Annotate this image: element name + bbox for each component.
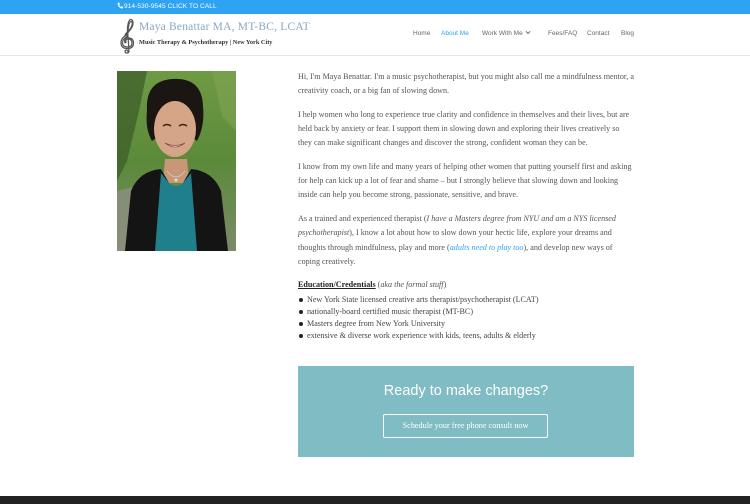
education-aside-open: ( [375, 280, 381, 290]
trained-paragraph [298, 212, 635, 269]
nav-about-me[interactable]: About Me [441, 30, 469, 37]
education-heading: Education/Credentials [298, 280, 376, 290]
logo-name: Maya Benattar MA, MT-BC, LCAT [139, 21, 310, 33]
list-item: New York State licensed creative arts therapist/psychotherapist (LCAT) [298, 294, 635, 306]
education-header [298, 278, 635, 292]
about-content [298, 70, 635, 342]
nav-work-with-me-label: Work With Me [482, 30, 523, 37]
education-section [298, 278, 635, 342]
intro-paragraph: Hi, I'm Maya Benattar. I'm a music psychotherapist, but you might also call me a mindfulness mentor, a creativity coach, or a big fan of slowing down. [298, 72, 634, 96]
trained-credentials: I have a Masters degree from NYU and am a NYS licensed psychotherapist [298, 214, 616, 238]
list-item: nationally-board certified music therapist (MT-BC) [298, 306, 635, 318]
nav-blog[interactable]: Blog [621, 30, 635, 37]
cta-box [298, 366, 634, 457]
nav-contact[interactable]: Contact [587, 30, 610, 37]
credentials-list [298, 294, 635, 343]
portrait-photo [117, 71, 236, 251]
education-aside-close: ) [443, 280, 447, 290]
schedule-consult-button[interactable]: Schedule your free phone consult now [383, 414, 548, 438]
list-item: Masters degree from New York University [298, 318, 635, 330]
phone-link[interactable] [117, 2, 217, 10]
chevron-down-icon [525, 30, 531, 35]
list-item: extensive & diverse work experience with kids, teens, adults & elderly [298, 330, 635, 342]
help-paragraph: I help women who long to experience true clarity and confidence in themselves and their lives, but are held back by anxiety or fear. I support them in slowing down and exploring their lives creatively so they can make significant changes and discover the strong, confident woman they can be. [298, 109, 630, 148]
logo-tagline: Music Therapy & Psychotherapy | New York City [139, 39, 273, 46]
trained-text-3: ), and develop new ways of coping creatively. [298, 242, 613, 266]
site-header [0, 14, 750, 56]
education-aside: aka the formal stuff [380, 280, 444, 290]
nav-home[interactable]: Home [413, 30, 431, 37]
nav-work-with-me[interactable] [482, 30, 531, 37]
nav-fees-faq[interactable]: Fees/FAQ [548, 30, 578, 37]
adults-play-link[interactable]: adults need to play too [449, 242, 524, 252]
main-nav [0, 30, 750, 42]
phone-icon [117, 2, 123, 9]
cta-title: Ready to make changes? [383, 383, 549, 399]
trained-text-1: As a trained and experienced therapist ( [298, 214, 427, 224]
know-paragraph: I know from my own life and many years of helping other women that putting yourself first and asking for help can kick up a lot of fear and shame – but I strongly believe that slowing down and looking inside can help you become strong, passionate, sensitive, and brave. [298, 162, 632, 200]
trained-text-2: ), I know a lot about how to slow down your hectic life, explore your dreams and thoughts through mindfulness, play and more ( [298, 228, 612, 252]
footer-bar [0, 496, 750, 504]
top-bar [0, 0, 750, 14]
phone-text: 914-530-9545 CLICK TO CALL [124, 3, 217, 10]
portrait-illustration [117, 71, 236, 251]
